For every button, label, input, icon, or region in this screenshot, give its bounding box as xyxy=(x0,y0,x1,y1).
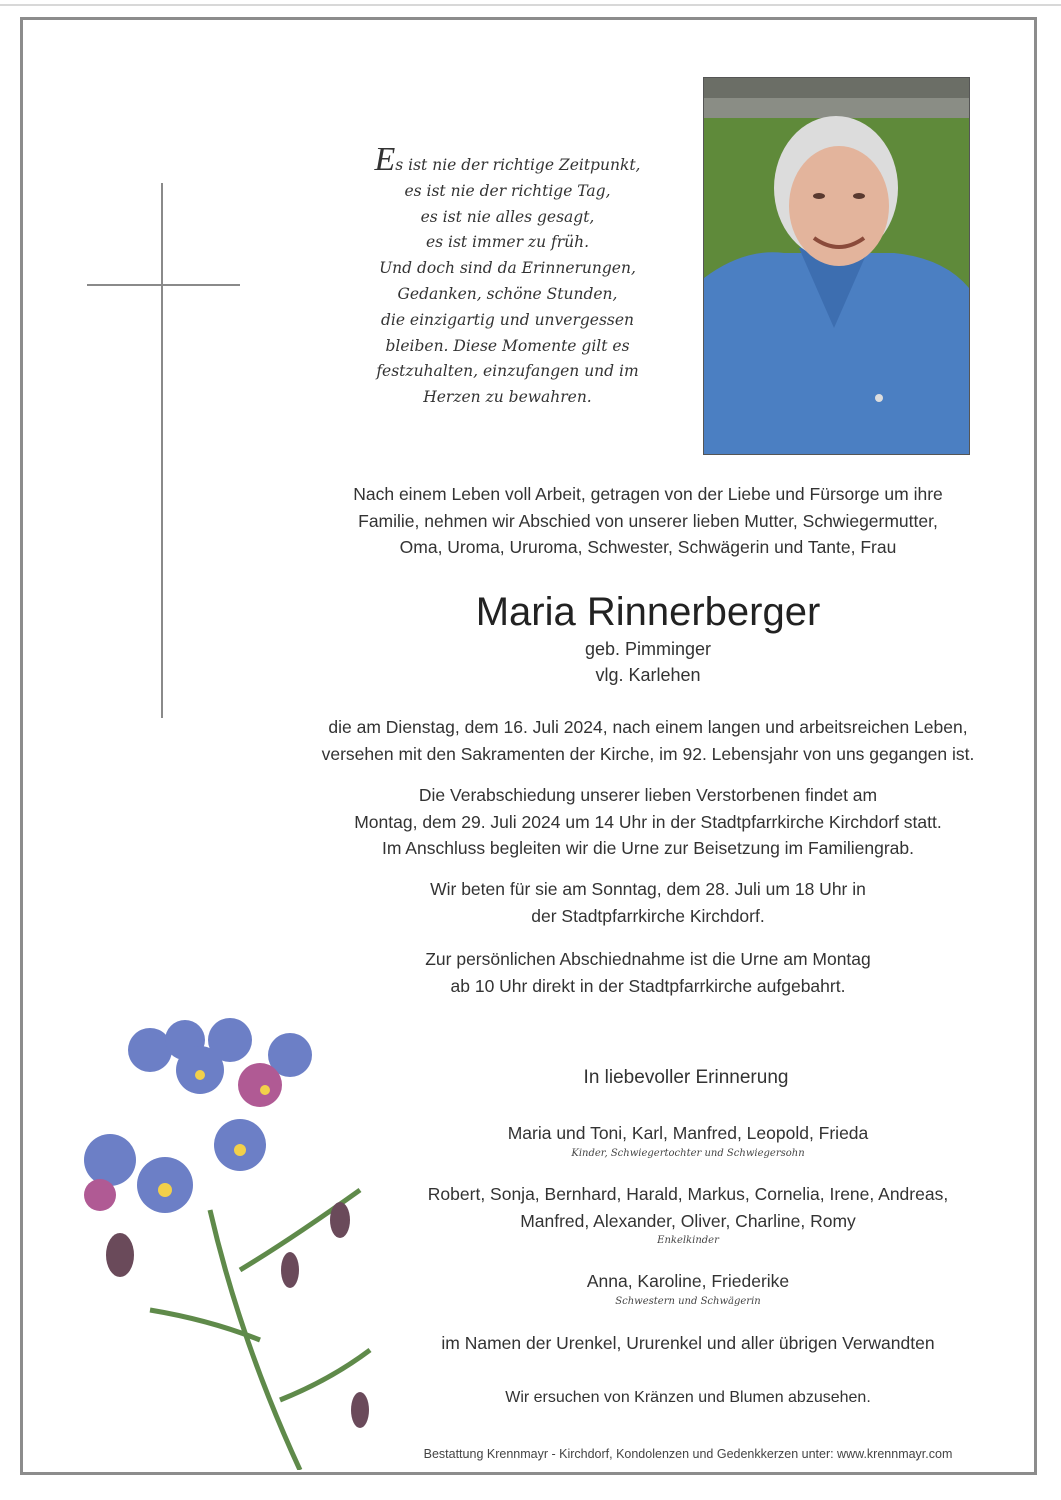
family-relation: Kinder, Schwiegertochter und Schwiegersohn xyxy=(571,1147,805,1159)
family-names: Maria und Toni, Karl, Manfred, Leopold, Frieda xyxy=(507,1123,869,1143)
text-line: Im Anschluss begleiten wir die Urne zur Beisetzung im Familiengrab. xyxy=(381,838,915,858)
prayer-text xyxy=(290,876,1006,929)
poem-line: festzuhalten, einzufangen und im xyxy=(376,362,639,381)
poem-line: bleiben. Diese Momente gilt es xyxy=(385,336,630,355)
death-text xyxy=(290,714,1006,767)
forget-me-not-image xyxy=(40,1010,390,1470)
text-line: Zur persönlichen Abschiednahme ist die Urne am Montag xyxy=(425,949,871,969)
text-line: Wir beten für sie am Sonntag, dem 28. Juli um 18 Uhr in xyxy=(430,879,866,899)
poem-line: es ist immer zu früh. xyxy=(425,233,590,252)
birth-name: geb. Pimminger xyxy=(584,639,712,659)
text-line: Montag, dem 29. Juli 2024 um 14 Uhr in der Stadtpfarrkirche Kirchdorf statt. xyxy=(354,811,942,832)
family-names: Anna, Karoline, Friederike xyxy=(586,1271,790,1291)
cross-icon xyxy=(161,183,163,718)
other-relatives: im Namen der Urenkel, Ururenkel und aller übrigen Verwandten xyxy=(441,1333,935,1353)
intro-text xyxy=(290,481,1006,561)
deceased-name: Maria Rinnerberger xyxy=(475,590,821,634)
family-names: Robert, Sonja, Bernhard, Harald, Markus, Cornelia, Irene, Andreas, xyxy=(427,1184,949,1204)
poem-line: es ist nie alles gesagt, xyxy=(420,207,595,226)
vulgo-name: vlg. Karlehen xyxy=(595,665,701,685)
family-siblings xyxy=(330,1268,1046,1309)
text-line: Familie, nehmen wir Abschied von unserer lieben Mutter, Schwiegermutter, xyxy=(358,510,938,531)
farewell-text xyxy=(290,782,1006,862)
deceased-block xyxy=(290,588,1006,688)
text-line: Nach einem Leben voll Arbeit, getragen von der Liebe und Fürsorge um ihre xyxy=(353,484,943,504)
poem-line: es ist nie der richtige Tag, xyxy=(404,181,611,200)
family-names: Manfred, Alexander, Oliver, Charline, Romy xyxy=(520,1210,856,1231)
family-relation: Enkelkinder xyxy=(657,1235,719,1246)
cross-icon-bar xyxy=(87,284,240,286)
poem-line: Und doch sind da Erinnerungen, xyxy=(379,259,636,278)
scan-edge xyxy=(0,4,1061,6)
poem-line: Herzen zu bewahren. xyxy=(423,388,592,407)
memory-heading: In liebevoller Erinnerung xyxy=(583,1067,789,1088)
text-line: Oma, Uroma, Ururoma, Schwester, Schwägerin und Tante, Frau xyxy=(399,537,897,557)
text-line: ab 10 Uhr direkt in der Stadtpfarrkirche aufgebahrt. xyxy=(450,975,846,996)
poem xyxy=(360,141,655,411)
text-line: die am Dienstag, dem 16. Juli 2024, nach einem langen und arbeitsreichen Leben, xyxy=(328,717,968,737)
footer-funeral-home: Bestattung Krennmayr - Kirchdorf, Kondolenzen und Gedenkkerzen unter: www.krennmayr.com xyxy=(423,1447,953,1461)
text-line: Die Verabschiedung unserer lieben Verstorbenen findet am xyxy=(418,785,878,805)
text-line: der Stadtpfarrkirche Kirchdorf. xyxy=(531,905,765,926)
text-line: versehen mit den Sakramenten der Kirche, im 92. Lebensjahr von uns gegangen ist. xyxy=(321,743,975,764)
family-grandchildren xyxy=(330,1181,1046,1248)
poem-line: die einzigartig und unvergessen xyxy=(380,310,635,329)
family-relation: Schwestern und Schwägerin xyxy=(615,1295,761,1307)
poem-line: s ist nie der richtige Zeitpunkt, xyxy=(395,156,641,174)
portrait-photo xyxy=(703,77,970,455)
viewing-text xyxy=(290,946,1006,999)
family-children xyxy=(330,1120,1046,1161)
poem-line: Gedanken, schöne Stunden, xyxy=(397,284,618,303)
poem-initial: E xyxy=(374,141,396,178)
flower-request: Wir ersuchen von Kränzen und Blumen abzusehen. xyxy=(505,1389,871,1406)
